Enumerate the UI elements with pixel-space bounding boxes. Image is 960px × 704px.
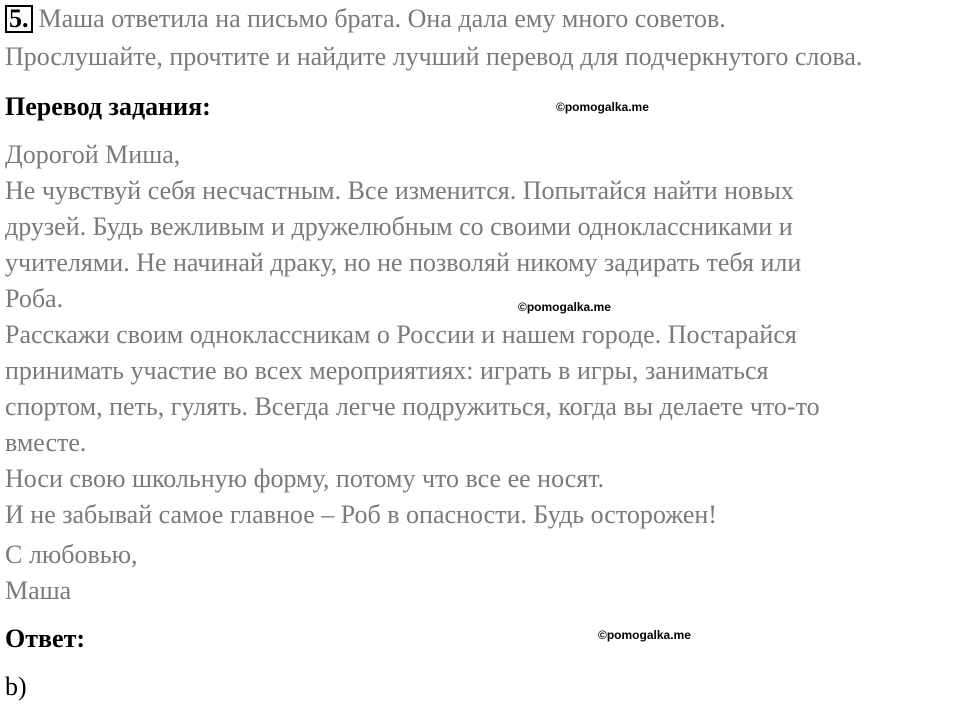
task-line-2: Прослушайте, прочтите и найдите лучший перевод для подчеркнутого слова.	[5, 42, 863, 71]
task-text-1: Маша ответила на письмо брата. Она дала ему много советов.	[38, 4, 726, 33]
letter-line: друзей. Будь вежливым и дружелюбным со своими одноклассниками и	[5, 212, 793, 241]
letter-line: Роба.	[5, 284, 64, 313]
answer-value: b)	[5, 672, 27, 701]
letter-signature: Маша	[5, 576, 72, 605]
letter-line: вместе.	[5, 428, 87, 457]
letter-line: И не забывай самое главное – Роб в опасности. Будь осторожен!	[5, 500, 717, 529]
letter-line: принимать участие во всех мероприятиях: играть в игры, заниматься	[5, 356, 769, 385]
answer-heading: Ответ:	[5, 624, 86, 653]
letter-line: Расскажи своим одноклассникам о России и нашем городе. Постарайся	[5, 320, 797, 349]
letter-line: Не чувствуй себя несчастным. Все изменится. Попытайся найти новых	[5, 176, 794, 205]
letter-line: учителями. Не начинай драку, но не позволяй никому задирать тебя или	[5, 248, 802, 277]
letter-closing: С любовью,	[5, 540, 138, 569]
watermark-3: ©pomogalka.me	[598, 628, 691, 642]
translation-heading: Перевод задания:	[5, 92, 211, 121]
task-number: 5.	[5, 5, 33, 33]
letter-line: спортом, петь, гулять. Всегда легче подружиться, когда вы делаете что-то	[5, 392, 820, 421]
watermark-1: ©pomogalka.me	[556, 100, 649, 114]
task-line-1	[5, 4, 726, 34]
watermark-2: ©pomogalka.me	[518, 300, 611, 314]
letter-greeting: Дорогой Миша,	[5, 140, 181, 169]
letter-line: Носи свою школьную форму, потому что все ее носят.	[5, 464, 605, 493]
